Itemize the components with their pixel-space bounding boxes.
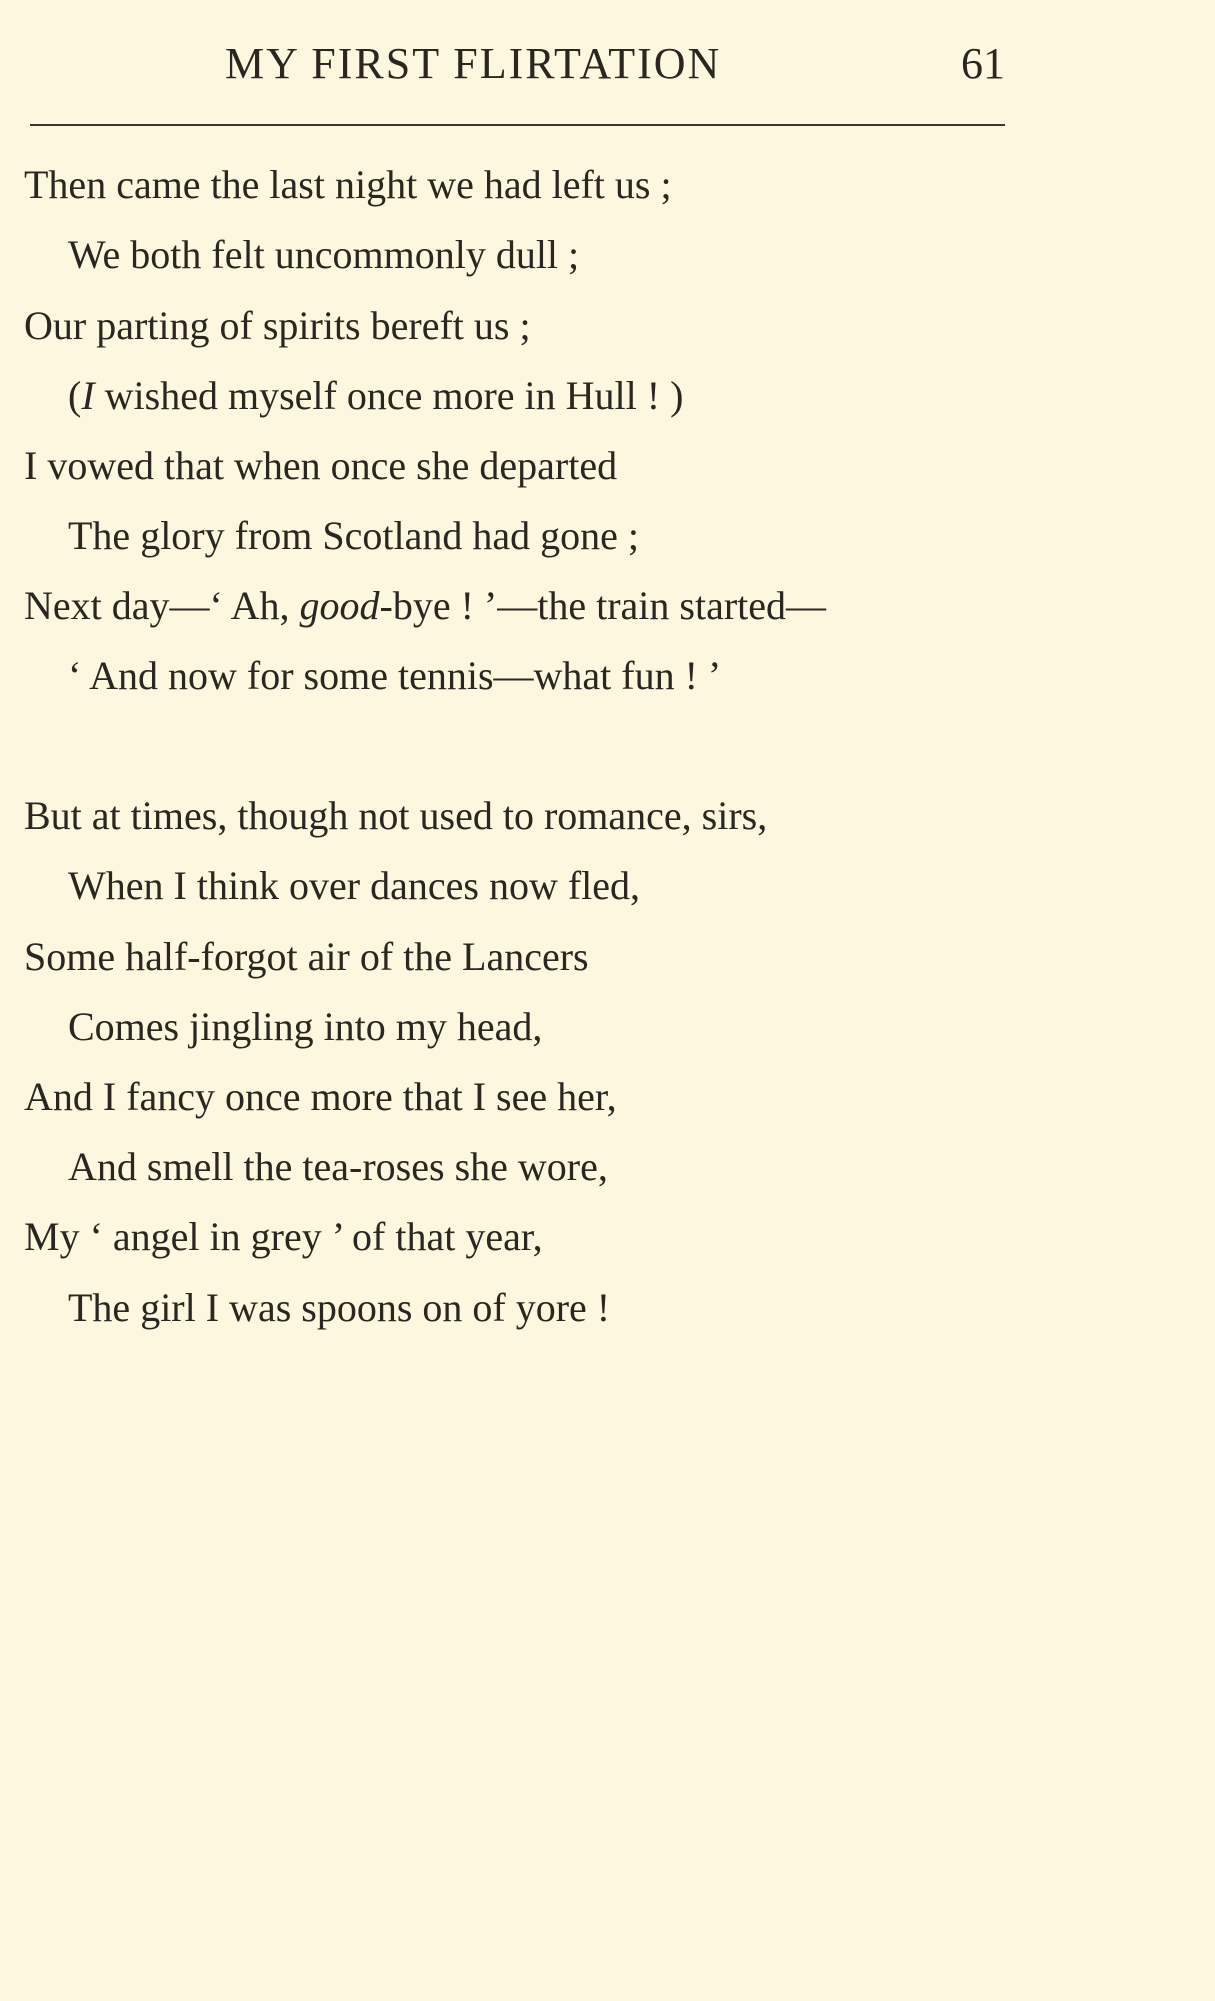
poem-line: Some half-forgot air of the Lancers [24,934,589,979]
poem-line: Our parting of spirits bereft us ; [24,303,531,348]
poem-line [68,372,683,420]
poem-line: And smell the tea-roses she wore, [68,1144,608,1189]
page-number: 61 [961,39,1005,88]
poem-line: The girl I was spoons on of yore ! [68,1285,611,1330]
header-rule [30,124,1005,126]
poem-line: My ‘ angel in grey ’ of that year, [24,1214,543,1259]
poem-line: I vowed that when once she departed [24,443,618,488]
poem-line-italic-word: I [81,373,95,418]
poem-line: The glory from Scotland had gone ; [68,513,639,558]
poem-line: We both felt uncommonly dull ; [68,232,580,277]
poem-line-rest: wished myself once more in Hull ! ) [104,373,684,418]
running-title: MY FIRST FLIRTATION [225,39,722,88]
poem-line-open-paren: ( [68,373,82,418]
poem-line-start: Next day—‘ Ah, [24,583,290,628]
poem-line-rest: -bye ! ’—the train started— [379,583,827,628]
poem-line: And I fancy once more that I see her, [24,1074,617,1119]
poem-line: But at times, though not used to romance, sirs, [24,793,768,838]
poem-line-italic-word: good [299,583,380,628]
poem-line [24,582,826,630]
poem-line: Comes jingling into my head, [68,1004,543,1049]
running-head [30,38,1005,98]
poem-line: When I think over dances now fled, [68,863,641,908]
poem-line: ‘ And now for some tennis—what fun ! ’ [68,653,722,698]
poem-line: Then came the last night we had left us ; [24,162,672,207]
